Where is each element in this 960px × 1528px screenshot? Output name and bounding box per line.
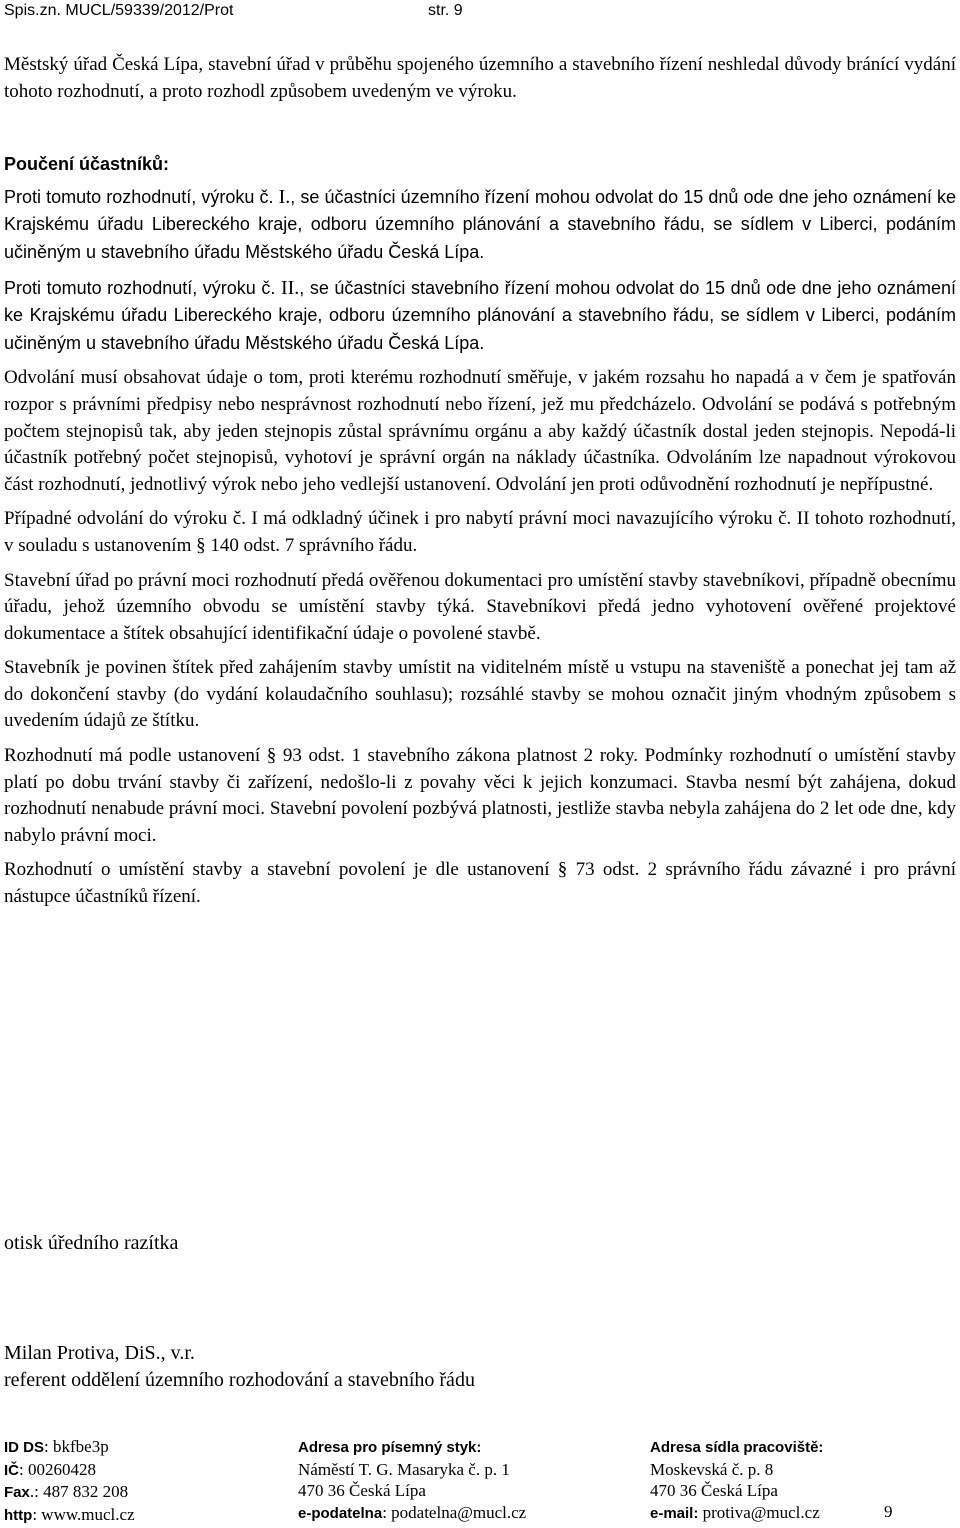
e-filing-value[interactable]: : podatelna@mucl.cz	[382, 1502, 527, 1522]
signature-block	[4, 1340, 475, 1394]
signer-role: referent oddělení územního rozhodování a stavebního řádu	[4, 1369, 475, 1391]
page-footer	[4, 1436, 956, 1524]
intro-paragraph: Městský úřad Česká Lípa, stavební úřad v průběhu spojeného územního a stavebního řízení neshledal důvody bránící vydání tohoto rozhodnutí, a proto rozhodl způsobem uvedeným ve výroku.	[4, 54, 956, 102]
appeal-paragraph-1	[4, 184, 956, 267]
e-filing-line	[298, 1502, 526, 1525]
email-line	[650, 1502, 823, 1525]
postal-address-title: Adresa pro písemný styk:	[298, 1439, 482, 1456]
office-address-line-1: Moskevská č. p. 8	[650, 1459, 774, 1479]
postal-address-line-1: Náměstí T. G. Masaryka č. p. 1	[298, 1459, 510, 1479]
postal-address-line-2: 470 36 Česká Lípa	[298, 1481, 426, 1500]
validity-paragraph: Rozhodnutí má podle ustanovení § 93 odst. 1 stavebního zákona platnost 2 roky. Podmínky rozhodnutí o umístění stavby platí po dobu trvání stavby či zařízení, nedošlo-li z povahy věci k jejich konzumaci. Stavba nesmí být zahájena, dokud rozhodnutí nenabude právní moci. Stavební povolení pozbývá platnosti, jestliže stavba nebyla zahájena do 2 let ode dne, kdy nabylo právní moci.	[4, 745, 956, 846]
appeal-1-numeral: I.	[278, 185, 291, 208]
appeal-2-numeral: II.	[280, 276, 300, 299]
appeal-1-lead: Proti tomuto rozhodnutí, výroku č.	[4, 186, 279, 207]
email-label: e-mail:	[650, 1504, 699, 1522]
email-value[interactable]: protiva@mucl.cz	[698, 1502, 820, 1522]
footer-contact-column	[4, 1436, 135, 1526]
company-id-line	[4, 1459, 135, 1482]
e-filing-label: e-podatelna	[298, 1504, 383, 1522]
data-box-line	[4, 1436, 135, 1459]
document-body	[4, 52, 956, 919]
data-box-label: ID DS	[4, 1439, 45, 1456]
section-heading: Poučení účastníků:	[4, 154, 170, 175]
fax-label: Fax	[4, 1484, 30, 1501]
office-address-line-2: 470 36 Česká Lípa	[650, 1481, 778, 1500]
suspensive-effect-paragraph: Případné odvolání do výroku č. I má odkladný účinek i pro nabytí právní moci navazujícího výroku č. II tohoto rozhodnutí, v souladu s ustanovením § 140 odst. 7 správního řádu.	[4, 508, 956, 556]
data-box-value: : bkfbe3p	[44, 1437, 109, 1456]
site-label-paragraph: Stavebník je povinen štítek před zahájením stavby umístit na viditelném místě u vstupu na staveniště a ponechat jej tam až do dokončení stavby (do vydání kolaudačního souhlasu); rozsáhlé stavby se mohou označit jiným vhodným způsobem s uvedením údajů ze štítku.	[4, 657, 956, 732]
fax-value: .: 487 832 208	[29, 1482, 129, 1501]
office-address-title: Adresa sídla pracoviště:	[650, 1439, 824, 1456]
website-label: http	[4, 1506, 33, 1524]
binding-paragraph: Rozhodnutí o umístění stavby a stavební povolení je dle ustanovení § 73 odst. 2 správního řádu závazné i pro právní nástupce účastníků řízení.	[4, 859, 956, 908]
file-reference: Spis.zn. MUCL/59339/2012/Prot	[4, 2, 234, 19]
page-indicator: str. 9	[428, 2, 463, 19]
documentation-paragraph: Stavební úřad po právní moci rozhodnutí předá ověřenou dokumentaci pro umístění stavby stavebníkovi, případně obecnímu úřadu, jehož územního obvodu se umístění stavby týká. Stavebníkovi předá jedno vyhotovení ověřené projektové dokumentace a štítek obsahující identifikační údaje o povolené stavbě.	[4, 569, 956, 644]
signer-name: Milan Protiva, DiS., v.r.	[4, 1342, 195, 1364]
appeal-requirements-paragraph: Odvolání musí obsahovat údaje o tom, proti kterému rozhodnutí směřuje, v jakém rozsahu ho napadá a v čem je spatřován rozpor s právními předpisy nebo nesprávnost rozhodnutí nebo řízení, jež mu předcházelo. Odvolání se podává s potřebným počtem stejnopisů tak, aby jeden stejnopis zůstal správnímu orgánu a aby každý účastník dostal jeden stejnopis. Nepodá-li účastník potřebný počet stejnopisů, vyhotoví je správní orgán na náklady účastníka. Odvoláním lze napadnout výrokovou část rozhodnutí, jednotlivý výrok nebo jeho vedlejší ustanovení. Odvolání jen proti odůvodnění rozhodnutí je nepřípustné.	[4, 367, 956, 495]
company-id-label: IČ	[4, 1461, 19, 1479]
appeal-1-text: , se účastníci územního řízení mohou odvolat do 15 dnů ode dne jeho oznámení ke Krajskému úřadu Libereckého kraje, odboru územního plánování a stavebního řádu, se sídlem v Liberci, podáním učiněným u stavebního úřadu Městského úřadu Česká Lípa.	[4, 186, 957, 262]
appeal-paragraph-2	[4, 275, 956, 358]
fax-line	[4, 1481, 135, 1504]
website-line	[4, 1504, 135, 1527]
page-header	[4, 0, 463, 26]
company-id-value: : 00260428	[19, 1459, 96, 1479]
footer-page-number: 9	[884, 1501, 893, 1521]
website-value[interactable]: : www.mucl.cz	[32, 1504, 135, 1524]
stamp-placeholder: otisk úředního razítka	[4, 1232, 179, 1254]
appeal-2-text: , se účastníci stavebního řízení mohou odvolat do 15 dnů ode dne jeho oznámení ke Krajskému úřadu Libereckého kraje, odboru územního plánování a stavebního řádu, se sídlem v Liberci, podáním učiněným u stavebního úřadu Městského úřadu Česká Lípa.	[4, 277, 956, 353]
appeal-2-lead: Proti tomuto rozhodnutí, výroku č.	[4, 277, 281, 298]
footer-office-column	[650, 1436, 823, 1524]
footer-postal-column	[298, 1436, 526, 1524]
